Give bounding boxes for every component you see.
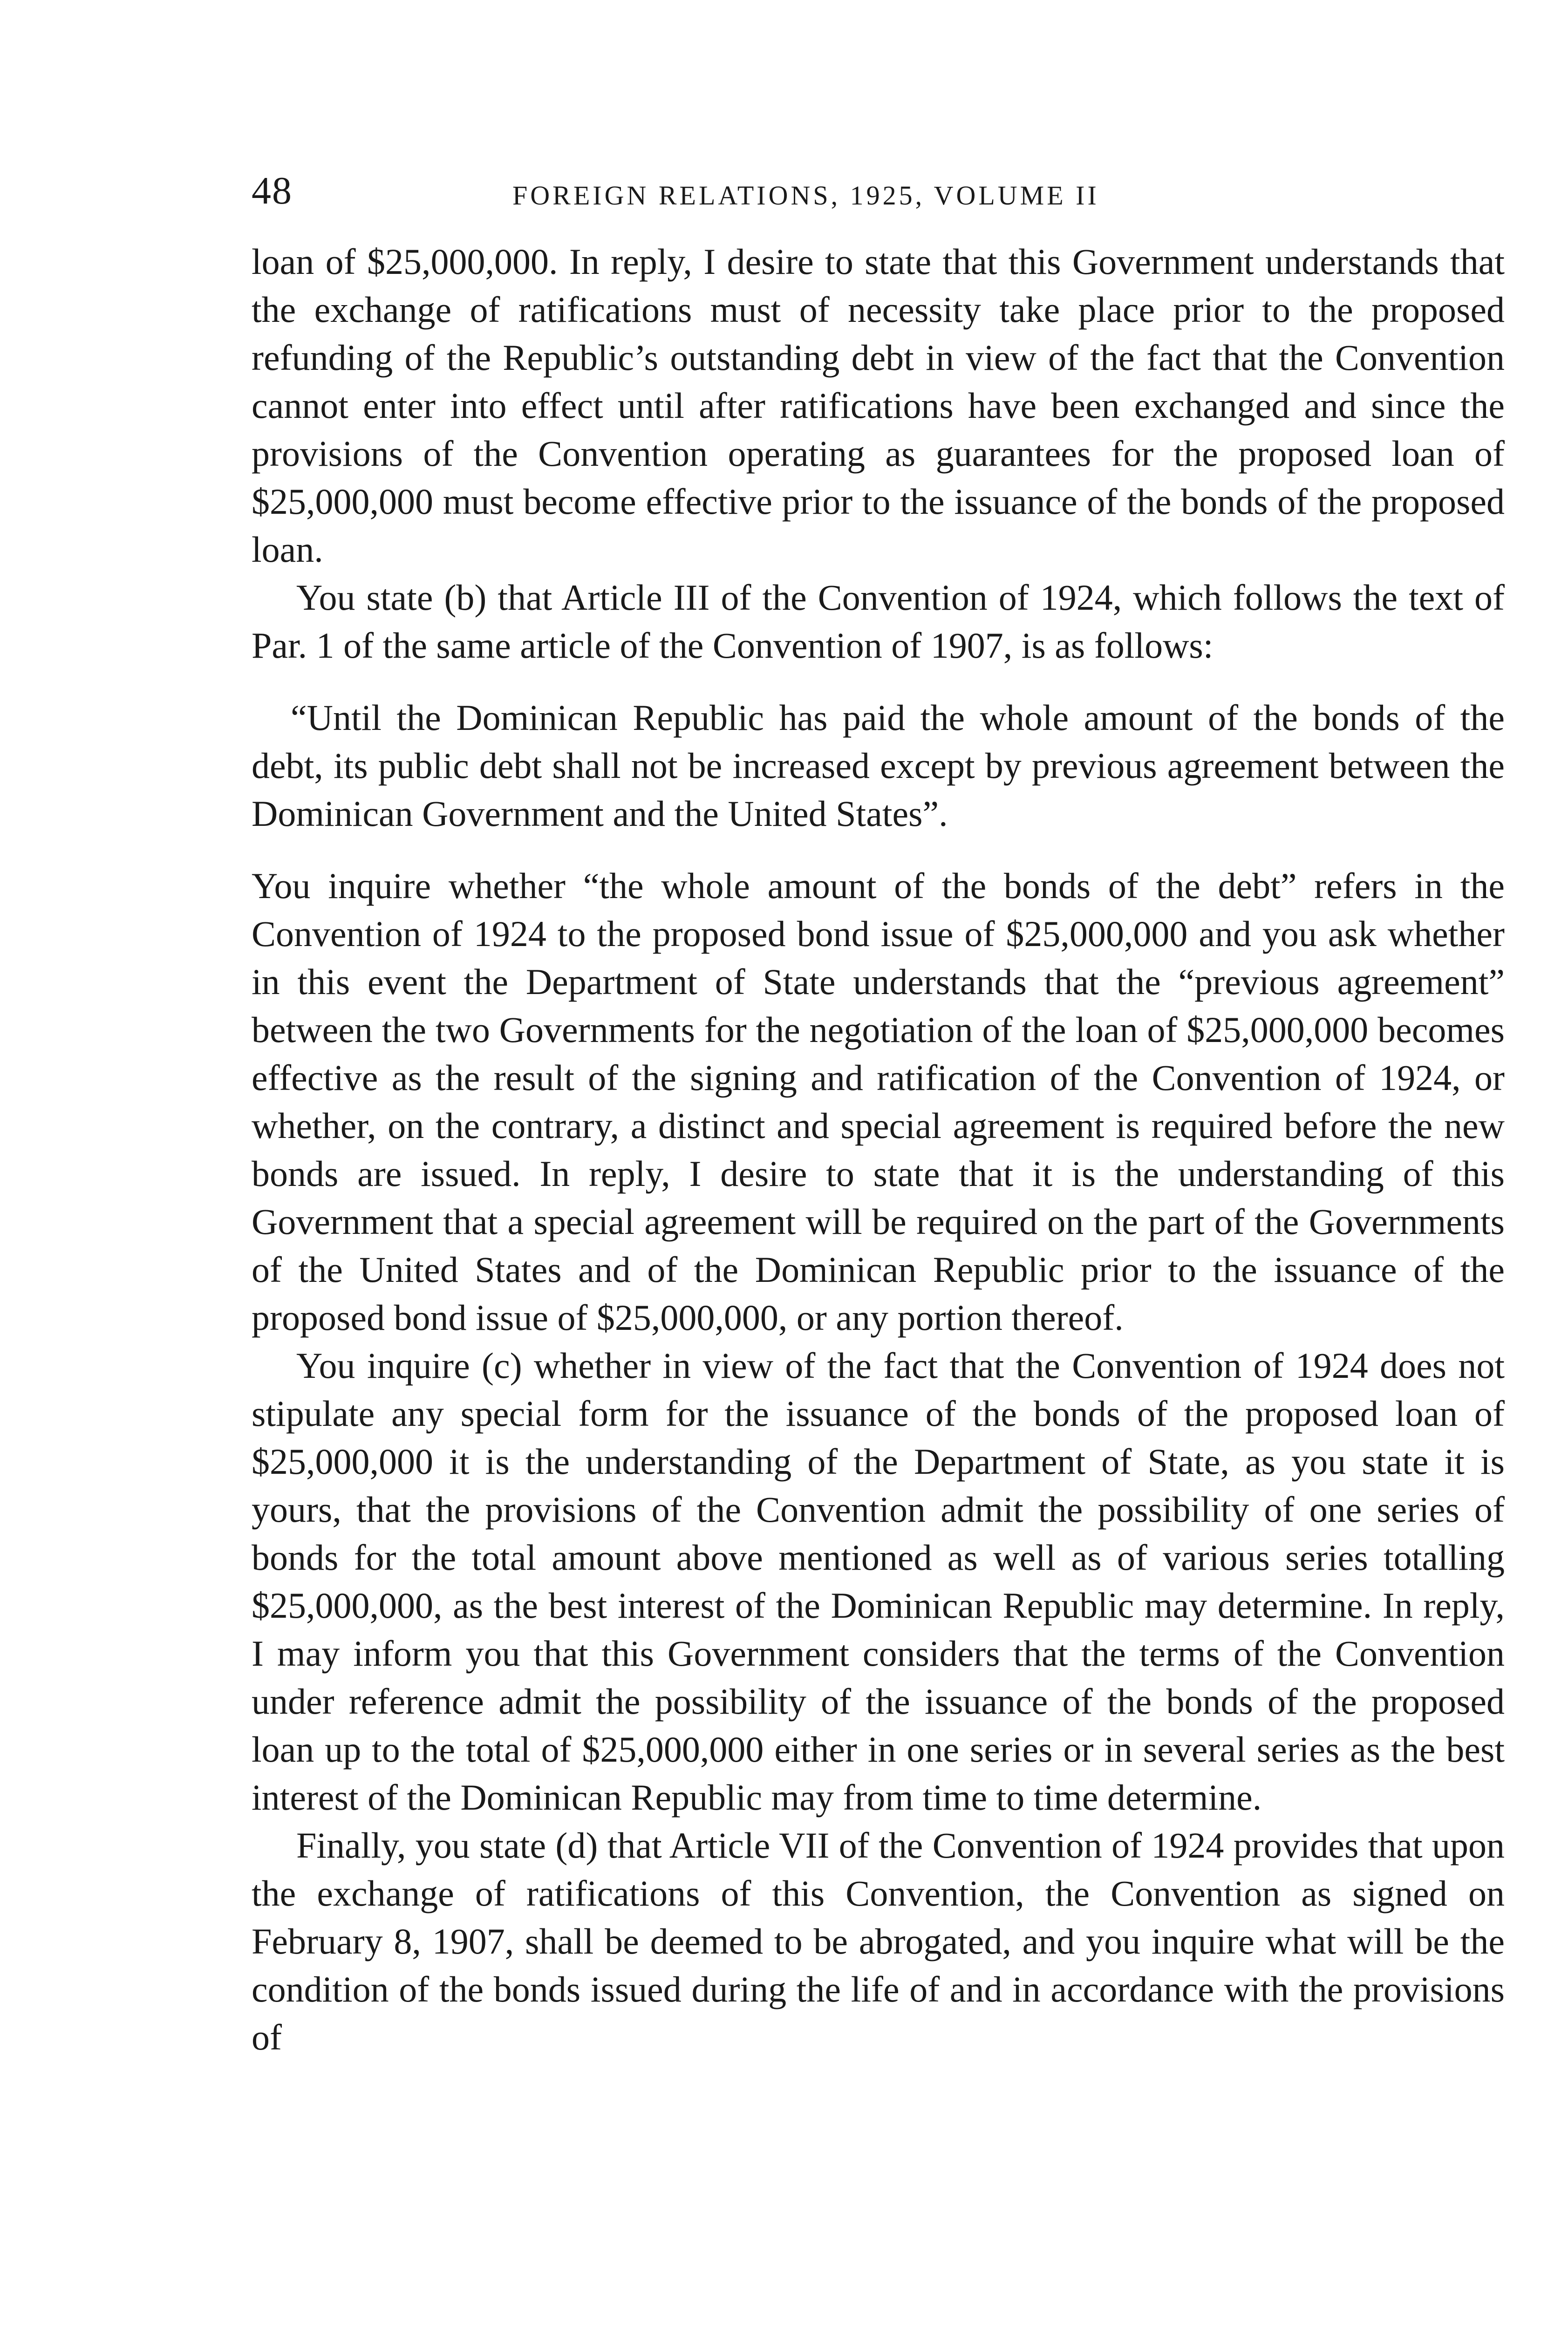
running-title: FOREIGN RELATIONS, 1925, VOLUME II	[512, 180, 1099, 211]
paragraph-whole-amount-inquiry: You inquire whether “the whole amount of the bonds of the debt” refers in the Convention of 1924 to the proposed bond issue of $25,000,000 and you ask whether in this event the Department of State understands that the “previous agreement” between the two Governments for the negotiation of the loan of $25,000,000 becomes effective as the result of the signing and ratification of the Convention of 1924, or whether, on the contrary, a distinct and special agreement is required before the new bonds are issued. In reply, I desire to state that it is the understanding of this Government that a special agreement will be required on the part of the Governments of the United States and of the Dominican Republic prior to the issuance of the proposed bond issue of $25,000,000, or any portion thereof.	[252, 865, 1505, 1338]
block-quote: “Until the Dominican Republic has paid the whole amount of the bonds of the debt, its public debt shall not be increased except by previous agreement between the Dominican Government and the United States”.	[252, 697, 1505, 834]
page-header	[252, 168, 1509, 214]
page-number: 48	[252, 169, 293, 212]
paragraph-article-seven: Finally, you state (d) that Article VII of the Convention of 1924 provides that upon the exchange of ratifications of this Convention, the Convention as signed on February 8, 1907, shall be deemed to be abrogated, and you inquire what will be the condition of the bonds issued during the life of and in accordance with the provisions of	[252, 1825, 1505, 2057]
paragraph-bond-series: You inquire (c) whether in view of the fact that the Convention of 1924 does not stipulate any special form for the issuance of the bonds of the proposed loan of $25,000,000 it is the understanding of the Department of State, as you state it is yours, that the provisions of the Convention admit the possibility of one series of bonds for the total amount above mentioned as well as of various series totalling $25,000,000, as the best interest of the Dominican Republic may determine. In reply, I may inform you that this Government considers that the terms of the Convention under reference admit the possibility of the issuance of the bonds of the proposed loan up to the total of $25,000,000 either in one series or in several series as the best interest of the Dominican Republic may from time to time determine.	[252, 1345, 1505, 1818]
paragraph-continuation: loan of $25,000,000. In reply, I desire to state that this Government understands that the exchange of ratifications must of necessity take place prior to the proposed refunding of the Republic’s outstanding debt in view of the fact that the Convention cannot enter into effect until after ratifications have been exchanged and since the provisions of the Convention operating as guarantees for the proposed loan of $25,000,000 must become effective prior to the issuance of the bonds of the proposed loan.	[252, 241, 1505, 570]
paragraph-article-three: You state (b) that Article III of the Convention of 1924, which follows the text of Par. 1 of the same article of the Convention of 1907, is as follows:	[252, 577, 1505, 666]
document-body	[252, 238, 1505, 2061]
